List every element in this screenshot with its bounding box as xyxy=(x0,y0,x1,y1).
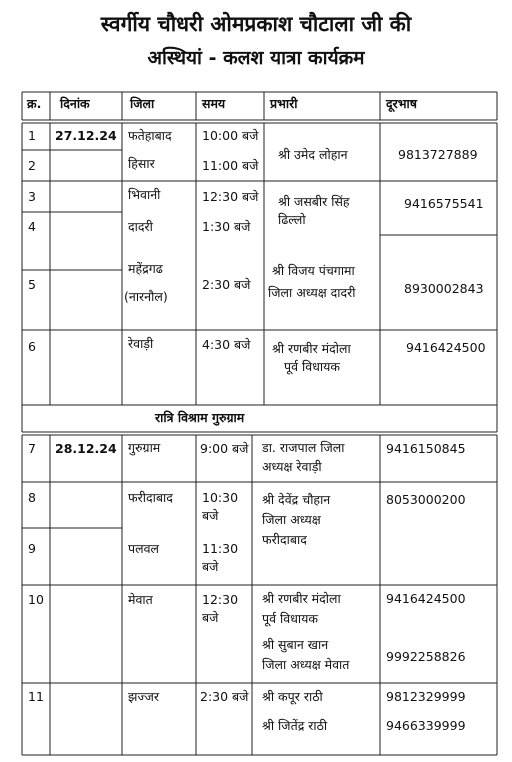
row-time-unit: बजे xyxy=(202,610,219,625)
row-serial: 2 xyxy=(28,158,36,173)
incharge-phone: 9416424500 xyxy=(386,591,466,606)
row-serial: 1 xyxy=(28,128,36,143)
header-time: समय xyxy=(202,96,226,111)
incharge-designation: अध्यक्ष रेवाड़ी xyxy=(262,459,322,474)
row-serial: 10 xyxy=(28,592,44,607)
incharge-name: श्री रणबीर मंदोला xyxy=(262,591,341,606)
incharge-phone: 9466339999 xyxy=(386,718,466,733)
incharge-designation: ढिल्लो xyxy=(278,212,306,227)
incharge-phone: 8053000200 xyxy=(386,492,466,507)
row-serial: 7 xyxy=(28,441,36,456)
incharge-designation: जिला अध्यक्ष xyxy=(262,512,321,527)
incharge-name: डा. राजपाल जिला xyxy=(262,440,345,455)
header-incharge: प्रभारी xyxy=(270,96,298,111)
incharge-designation: फरीदाबाद xyxy=(262,532,307,547)
row-time: 2:30 बजे xyxy=(202,277,251,292)
incharge-phone: 9416575541 xyxy=(404,196,484,211)
date-cell: 27.12.24 xyxy=(55,128,117,143)
row-serial: 11 xyxy=(28,689,44,704)
row-time: 9:00 बजे xyxy=(200,441,249,456)
incharge-phone: 9812329999 xyxy=(386,689,466,704)
date-cell: 28.12.24 xyxy=(55,441,117,456)
incharge-phone: 9416150845 xyxy=(386,441,466,456)
row-serial: 5 xyxy=(28,277,36,292)
row-district: दादरी xyxy=(128,219,153,234)
incharge-designation: पूर्व विधायक xyxy=(262,611,318,626)
row-district: हिसार xyxy=(128,156,155,171)
incharge-name: श्री विजय पंचगामा xyxy=(272,263,355,278)
row-district: गुरुग्राम xyxy=(128,440,161,455)
row-district: महेंद्रगढ xyxy=(128,261,163,276)
row-time: 12:30 xyxy=(202,592,239,607)
row-time: 11:30 xyxy=(202,541,239,556)
header-date: दिनांक xyxy=(60,96,90,111)
row-time: 11:00 बजे xyxy=(202,158,259,173)
row-time: 4:30 बजे xyxy=(202,337,251,352)
incharge-name: श्री जितेंद्र राठी xyxy=(262,718,328,733)
row-district: फतेहाबाद xyxy=(128,128,172,143)
row-serial: 6 xyxy=(28,339,36,354)
incharge-designation: जिला अध्यक्ष मेवात xyxy=(262,657,350,672)
row-time-unit: बजे xyxy=(202,508,219,523)
row-district: फरीदाबाद xyxy=(128,490,173,505)
incharge-designation: जिला अध्यक्ष दादरी xyxy=(268,285,356,300)
incharge-phone: 9813727889 xyxy=(398,147,478,162)
incharge-name: श्री रणबीर मंदोला xyxy=(272,341,351,356)
header-district: जिला xyxy=(130,96,155,111)
incharge-name: श्री कपूर राठी xyxy=(262,689,323,704)
row-district: पलवल xyxy=(128,541,160,556)
incharge-name: श्री देवेंद्र चौहान xyxy=(262,492,331,507)
incharge-name: श्री उमेद लोहान xyxy=(278,147,348,162)
row-time: 1:30 बजे xyxy=(202,219,251,234)
incharge-designation: पूर्व विधायक xyxy=(284,359,340,374)
incharge-phone: 9992258826 xyxy=(386,649,466,664)
row-district: मेवात xyxy=(128,592,153,607)
document-title: स्वर्गीय चौधरी ओमप्रकाश चौटाला जी की xyxy=(100,12,412,36)
incharge-phone: 8930002843 xyxy=(404,281,484,296)
row-time: 10:30 xyxy=(202,490,239,505)
row-serial: 4 xyxy=(28,219,36,234)
row-time-unit: बजे xyxy=(202,559,219,574)
incharge-phone: 9416424500 xyxy=(406,340,486,355)
row-district: झज्जर xyxy=(128,689,159,704)
incharge-name: श्री जसबीर सिंह xyxy=(278,194,350,209)
row-serial: 9 xyxy=(28,541,36,556)
row-time: 2:30 बजे xyxy=(200,689,249,704)
row-serial: 3 xyxy=(28,189,36,204)
header-serial: क्र. xyxy=(27,96,42,111)
row-serial: 8 xyxy=(28,490,36,505)
row-district-sub: (नारनौल) xyxy=(124,289,168,304)
row-district: रेवाड़ी xyxy=(128,336,154,351)
document-subtitle: अस्थियां - कलश यात्रा कार्यक्रम xyxy=(147,47,365,69)
header-phone: दूरभाष xyxy=(386,96,418,111)
row-time: 12:30 बजे xyxy=(202,189,259,204)
row-time: 10:00 बजे xyxy=(202,128,259,143)
night-rest-label: रात्रि विश्राम गुरुग्राम xyxy=(155,410,245,425)
row-district: भिवानी xyxy=(128,187,161,202)
incharge-name: श्री सुबान खान xyxy=(262,637,329,652)
